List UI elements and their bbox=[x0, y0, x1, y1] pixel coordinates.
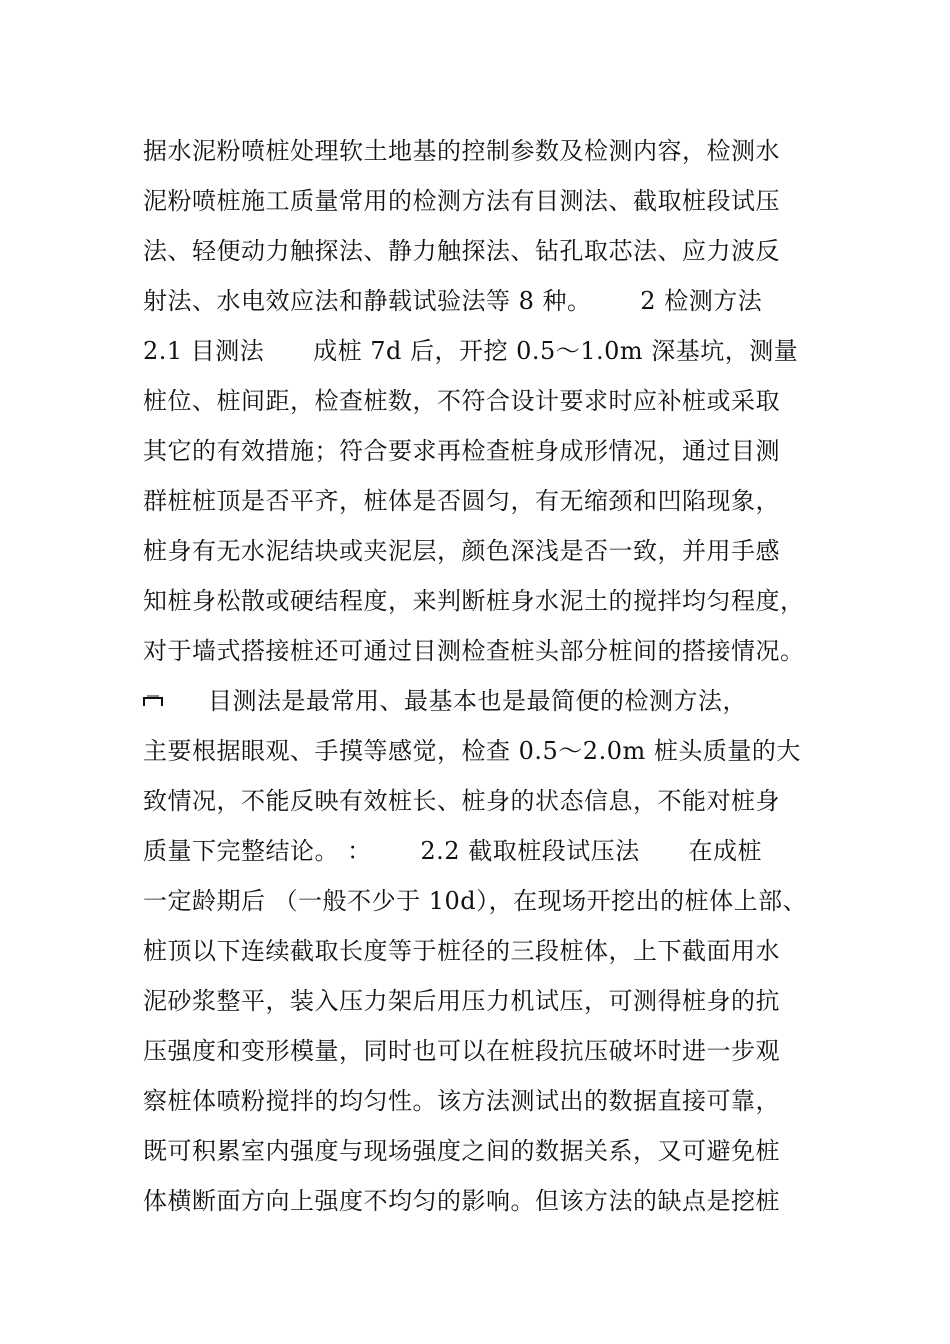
text-line-1: 据水泥粉喷桩处理软土地基的控制参数及检测内容，检测水 bbox=[143, 137, 780, 165]
text-line-11: 对于墙式搭接桩还可通过目测检查桩头部分桩间的搭接情况。 bbox=[143, 637, 805, 665]
text-line-5: 2.1 目测法 成桩 7d 后，开挖 0.5～1.0m 深基坑，测量 bbox=[143, 337, 799, 365]
text-line-18: 泥砂浆整平，装入压力架后用压力机试压，可测得桩身的抗 bbox=[143, 987, 780, 1015]
text-line-8: 群桩桩顶是否平齐，桩体是否圆匀，有无缩颈和凹陷现象， bbox=[143, 487, 780, 515]
text-line-6: 桩位、桩间距，检查桩数，不符合设计要求时应补桩或采取 bbox=[143, 387, 780, 415]
text-line-13: 主要根据眼观、手摸等感觉，检查 0.5～2.0m 桩头质量的大 bbox=[143, 737, 801, 765]
text-line-4: 射法、水电效应法和静载试验法等 8 种。 2 检测方法 bbox=[143, 287, 763, 315]
text-line-7: 其它的有效措施；符合要求再检查桩身成形情况，通过目测 bbox=[143, 437, 780, 465]
text-line-15: 质量下完整结论。 ： 2.2 截取桩段试压法 在成桩 bbox=[143, 837, 762, 865]
text-line-2: 泥粉喷桩施工质量常用的检测方法有目测法、截取桩段试压 bbox=[143, 187, 780, 215]
text-line-3: 法、轻便动力触探法、静力触探法、钻孔取芯法、应力波反 bbox=[143, 237, 780, 265]
text-line-20: 察桩体喷粉搅拌的均匀性。该方法测试出的数据直接可靠， bbox=[143, 1087, 780, 1115]
text-line-16: 一定龄期后 （一般不少于 10d），在现场开挖出的桩体上部、 bbox=[143, 887, 808, 915]
text-line-21: 既可积累室内强度与现场强度之间的数据关系，又可避免桩 bbox=[143, 1137, 780, 1165]
text-line-12: 目测法是最常用、最基本也是最简便的检测方法， bbox=[143, 687, 748, 715]
text-line-9: 桩身有无水泥结块或夹泥层，颜色深浅是否一致，并用手感 bbox=[143, 537, 780, 565]
text-line-10: 知桩身松散或硬结程度，来判断桩身水泥土的搅拌均匀程度， bbox=[143, 587, 805, 615]
text-line-19: 压强度和变形模量，同时也可以在桩段抗压破坏时进一步观 bbox=[143, 1037, 780, 1065]
text-line-17: 桩顶以下连续截取长度等于桩径的三段桩体，上下截面用水 bbox=[143, 937, 780, 965]
text-line-22: 体横断面方向上强度不均匀的影响。但该方法的缺点是挖桩 bbox=[143, 1187, 780, 1215]
text-line-14: 致情况，不能反映有效桩长、桩身的状态信息，不能对桩身 bbox=[143, 787, 780, 815]
